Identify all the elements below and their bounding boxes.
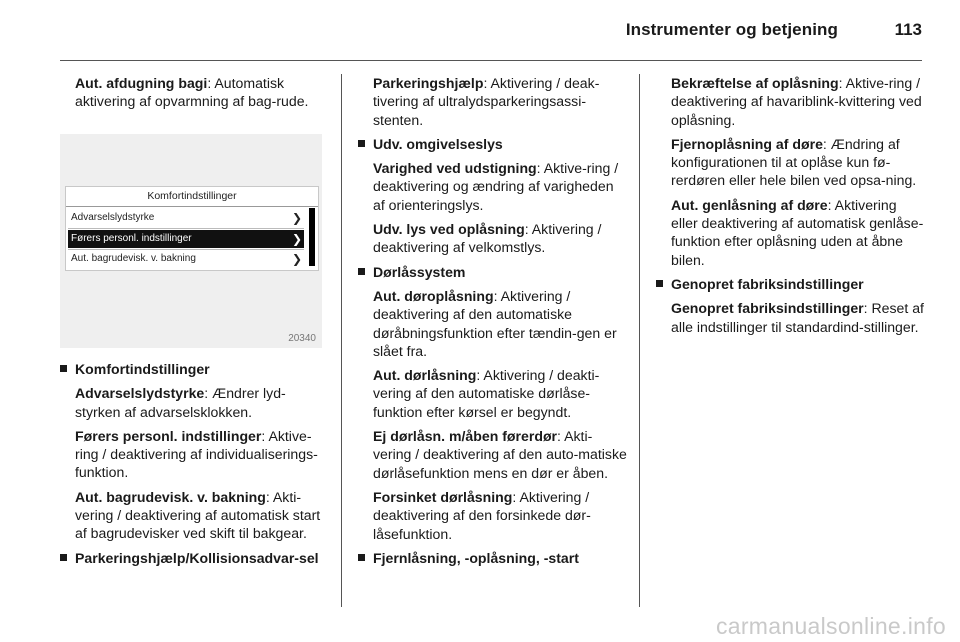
divider xyxy=(66,206,318,207)
heading-text: Fjernlåsning, -oplåsning, -start xyxy=(373,549,579,566)
paragraph xyxy=(60,488,328,543)
bullet-square-icon xyxy=(60,365,67,372)
term: Udv. lys ved oplåsning xyxy=(373,221,525,238)
paragraph xyxy=(358,287,628,360)
paragraph xyxy=(358,366,628,421)
menu-item-label: Advarselslydstyrke xyxy=(71,212,155,223)
description: : Aktivering / deak-tivering af ultralydsparkeringsassi-stenten. xyxy=(373,75,600,128)
bullet-square-icon xyxy=(358,140,365,147)
paragraph xyxy=(60,427,328,482)
column-divider-2 xyxy=(639,74,640,607)
chevron-right-icon: ❯ xyxy=(291,252,302,266)
description: : Automatisk aktivering af opvarmning af bag-rude. xyxy=(75,75,309,110)
description: : Aktive-ring / deaktivering af havariblink-kvittering ved oplåsning. xyxy=(671,75,922,128)
heading-text: Komfortindstillinger xyxy=(75,361,210,377)
header-divider xyxy=(60,60,922,61)
term: Forsinket dørlåsning xyxy=(373,488,513,505)
term: Genopret fabriksindstillinger xyxy=(671,300,864,317)
page-title: Instrumenter og betjening xyxy=(625,20,838,39)
column-3 xyxy=(656,74,926,342)
bullet-heading xyxy=(656,275,926,293)
figure-number: 20340 xyxy=(288,333,316,344)
bullet-square-icon xyxy=(60,554,67,561)
paragraph xyxy=(60,384,328,421)
term: Aut. bagrudevisk. v. bakning xyxy=(75,488,266,505)
heading-text: Dørlåssystem xyxy=(373,263,466,280)
description: : Aktive-ring / deaktivering og ændring af varigheden af orienteringslys. xyxy=(373,160,619,213)
watermark: carmanualsonline.info xyxy=(715,613,946,639)
bullet-square-icon xyxy=(358,554,365,561)
paragraph xyxy=(358,220,628,257)
term: Advarselslydstyrke xyxy=(75,385,205,402)
term: Parkeringshjælp xyxy=(373,75,484,91)
paragraph xyxy=(656,196,926,269)
description: : Aktive-ring / deaktivering af individualiserings-funktion. xyxy=(75,427,318,481)
term: Aut. afdugning bagi xyxy=(75,75,208,91)
paragraph xyxy=(358,74,628,129)
description: : Aktivering / deaktivering af den forsinkede dør-låsefunktion. xyxy=(373,488,591,542)
column-2 xyxy=(358,74,628,573)
menu-item-label: Aut. bagrudevisk. v. bakning xyxy=(71,253,196,264)
page-number: 113 xyxy=(894,20,922,39)
chevron-right-icon: ❯ xyxy=(291,232,302,246)
heading-text: Genopret fabriksindstillinger xyxy=(671,275,864,292)
term: Bekræftelse af oplåsning xyxy=(671,75,839,91)
menu-item-rear-wiper-reverse[interactable] xyxy=(68,250,304,268)
term: Førers personl. indstillinger xyxy=(75,427,262,444)
settings-screen-figure xyxy=(60,134,322,348)
description: : Aktivering / deaktivering af den automatiske døråbningsfunktion efter tændin-gen er slået fra. xyxy=(373,287,617,359)
description: : Reset af alle indstillinger til standardind-stillinger. xyxy=(671,300,924,335)
paragraph xyxy=(358,159,628,214)
description: : Ændring af konfigurationen til at oplåse kun fø-rerdøren eller hele bilen ved opsa-ning. xyxy=(671,135,917,189)
scrollbar[interactable] xyxy=(309,208,315,266)
description: : Aktivering / deaktivering af velkomstlys. xyxy=(373,221,602,256)
column-divider-1 xyxy=(341,74,342,607)
paragraph-rear-defog xyxy=(60,74,328,111)
description: : Ændrer lyd-styrken af advarselsklokken. xyxy=(75,385,286,420)
menu-item-warning-volume[interactable] xyxy=(68,209,304,227)
description: : Akti-vering / deaktivering af automatisk start af bagrudevisker ved skift til bakgear. xyxy=(75,488,321,542)
paragraph xyxy=(656,135,926,190)
screen-title: Komfortindstillinger xyxy=(147,190,237,202)
bullet-heading xyxy=(358,549,628,567)
divider xyxy=(68,228,304,229)
term: Aut. dørlåsning xyxy=(373,367,477,384)
display-screen xyxy=(65,186,319,271)
description: : Aktivering / deakti-vering af den automatiske dørlåse-funktion efter kørsel er begyndt. xyxy=(373,367,600,420)
term: Ej dørlåsn. m/åben førerdør xyxy=(373,428,558,445)
term: Fjernoplåsning af døre xyxy=(671,135,823,152)
menu-item-driver-personal-settings[interactable] xyxy=(68,230,304,248)
bullet-heading xyxy=(60,549,328,567)
bullet-square-icon xyxy=(358,268,365,275)
paragraph xyxy=(358,427,628,482)
description: : Akti-vering / deaktivering af den auto-matiske dørlåsefunktion mens en dør er åben. xyxy=(373,428,627,481)
bullet-square-icon xyxy=(656,280,663,287)
term: Aut. døroplåsning xyxy=(373,287,494,304)
heading-text: Parkeringshjælp/Kollisionsadvar-sel xyxy=(75,549,319,566)
chevron-right-icon: ❯ xyxy=(291,211,302,225)
bullet-heading xyxy=(358,135,628,153)
bullet-heading xyxy=(358,263,628,281)
bullet-heading xyxy=(60,360,328,378)
menu-item-label: Førers personl. indstillinger xyxy=(71,233,192,244)
paragraph xyxy=(358,488,628,543)
paragraph xyxy=(656,299,926,336)
paragraph xyxy=(656,74,926,129)
term: Varighed ved udstigning xyxy=(373,160,537,177)
heading-text: Udv. omgivelseslys xyxy=(373,135,503,152)
column-1-lower xyxy=(60,360,328,573)
term: Aut. genlåsning af døre xyxy=(671,196,828,213)
column-1 xyxy=(60,74,328,117)
description: : Aktivering eller deaktivering af automatisk genlåse-funktion efter oplåsning uden at åbne bilen. xyxy=(671,196,924,268)
